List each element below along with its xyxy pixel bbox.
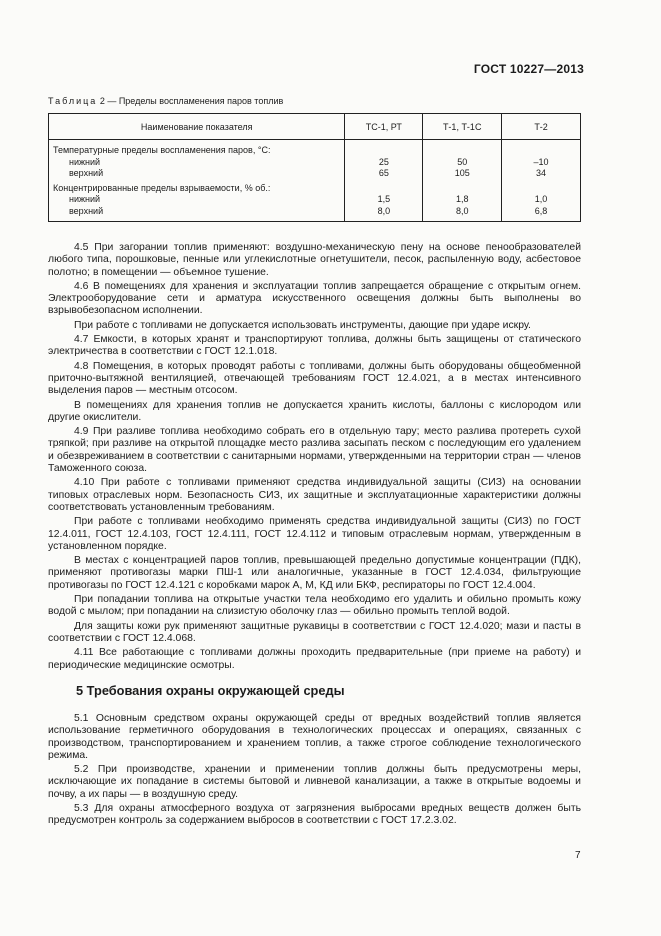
- table-cell: [345, 180, 423, 195]
- page-number: 7: [575, 850, 581, 861]
- paragraph: Для защиты кожи рук применяют защитные рукавицы в соответствии с ГОСТ 12.4.020; мази и пасты в соответствии с ГОСТ 12.4.068.: [48, 620, 581, 644]
- paragraph: В местах с концентрацией паров топлив, превышающей предельно допустимые концентрации (ПДК), применяют противогазы марки ПШ-1 или аналогичные, указанные в ГОСТ 12.4.034, фильтрующие противогазы по ГОСТ 12.4.121 с коробками марок А, М, КД или БКФ, респираторы по ГОСТ 12.4.004.: [48, 555, 581, 591]
- table-cell: [423, 180, 502, 195]
- section-5-text: [48, 713, 581, 830]
- paragraph: 5.3 Для охраны атмосферного воздуха от загрязнения выбросами вредных веществ должен быть предусмотрен контроль за содержанием выбросов в соответствии с ГОСТ 17.2.3.02.: [48, 803, 581, 827]
- paragraph: 5.1 Основным средством охраны окружающей среды от вредных воздействий топлив является использование герметичного оборудования в технологических процессах и операциях, связанных с производством, транспортированием и хранением топлив, а также строгое соблюдение технологического режима.: [48, 713, 581, 761]
- paragraph: При работе с топливами необходимо применять средства индивидуальной защиты (СИЗ) по ГОСТ 12.4.011, ГОСТ 12.4.103, ГОСТ 12.4.111, ГОСТ 12.4.112 и типовым отраслевым нормам, утвержденным в установленном порядке.: [48, 516, 581, 552]
- table-cell: 8,0: [345, 206, 423, 222]
- table-row: [49, 140, 581, 157]
- table-cell: [502, 140, 581, 157]
- table-header-cell: ТС-1, РТ: [345, 114, 423, 140]
- table-caption-text: 2 — Пределы воспламенения паров топлив: [99, 96, 284, 106]
- table-caption-word: Таблица: [48, 96, 98, 106]
- paragraph: 4.8 Помещения, в которых проводят работы с топливами, должны быть оборудованы общеобменной приточно-вытяжной вентиляцией, отвечающей требованиям ГОСТ 12.4.021, а в местах интенсивного выделения паров — местным отсосом.: [48, 360, 581, 397]
- table-cell: 105: [423, 168, 502, 180]
- paragraph: При работе с топливами не допускается использовать инструменты, дающие при ударе искру.: [74, 319, 531, 331]
- paragraph: 5.2 При производстве, хранении и применении топлив должны быть предусмотрены меры, исключающие их попадание в системы бытовой и ливневой канализации, а также в открытые водоемы и почву, а их пары — в воздушную среду.: [48, 764, 581, 800]
- table-row: [49, 206, 581, 222]
- table-row: [49, 180, 581, 195]
- indicator-name: Температурные пределы воспламенения паров, °С:: [49, 140, 345, 157]
- table-cell: 8,0: [423, 206, 502, 222]
- indicator-name: верхний: [49, 206, 345, 222]
- indicator-name: нижний: [49, 194, 345, 206]
- table-cell: [423, 140, 502, 157]
- table-cell: [345, 140, 423, 157]
- paragraph: 4.10 При работе с топливами применяют средства индивидуальной защиты (СИЗ) на основании типовых отраслевых норм. Безопасность СИЗ, их защитные и эксплуатационные характеристики должны соответствовать установленным требованиям.: [48, 477, 581, 513]
- indicator-name: верхний: [49, 168, 345, 180]
- indicator-name: нижний: [49, 157, 345, 169]
- table-cell: 1,0: [502, 194, 581, 206]
- paragraph: В помещениях для хранения топлив не допускается хранить кислоты, баллоны с кислородом или другие окислители.: [48, 399, 581, 423]
- table-cell: 34: [502, 168, 581, 180]
- section-heading: 5 Требования охраны окружающей среды: [76, 683, 345, 698]
- paragraph: 4.11 Все работающие с топливами должны проходить предварительные (при приеме на работу) и периодические медицинские осмотры.: [48, 647, 581, 671]
- table-cell: 6,8: [502, 206, 581, 222]
- table-row: [49, 168, 581, 180]
- table-header-cell: Т-1, Т-1С: [423, 114, 502, 140]
- indicator-name: Концентрированные пределы взрываемости, % об.:: [49, 180, 345, 195]
- table-cell: 1,8: [423, 194, 502, 206]
- table-cell: –10: [502, 157, 581, 169]
- paragraph: 4.5 При загорании топлив применяют: воздушно-механическую пену на основе пенообразователей любого типа, порошковые, пенные или углекислотные огнетушители, песок, распыленную воду, асбестовое полотно; в помещении — объемное тушение.: [48, 242, 581, 278]
- table-header-row: [49, 114, 581, 140]
- table-cell: 50: [423, 157, 502, 169]
- paragraph: 4.9 При разливе топлива необходимо собрать его в отдельную тару; место разлива протереть сухой тряпкой; при разливе на открытой площадке место разлива засыпать песком с последующим его удалением и обезвреживанием в соответствии с санитарными нормами, утвержденными на территории стран — членов Таможенного союза.: [48, 426, 581, 475]
- table-cell: 25: [345, 157, 423, 169]
- standard-number: ГОСТ 10227—2013: [473, 62, 584, 76]
- table-caption: [48, 96, 283, 106]
- table-cell: [502, 180, 581, 195]
- table-cell: 1,5: [345, 194, 423, 206]
- table-row: [49, 157, 581, 169]
- paragraph: 4.7 Емкости, в которых хранят и транспортируют топлива, должны быть защищены от статического электричества в соответствии с ГОСТ 12.1.018.: [48, 334, 581, 358]
- table-header-cell: Т-2: [502, 114, 581, 140]
- flammability-limits-table: [48, 113, 581, 222]
- paragraph: При попадании топлива на открытые участки тела необходимо его удалить и обильно промыть кожу водой с мылом; при попадании на слизистую оболочку глаз — обильно промыть теплой водой.: [48, 594, 581, 618]
- paragraph: 4.6 В помещениях для хранения и эксплуатации топлив запрещается обращение с открытым огнем. Электрооборудование сети и арматура искусственного освещения должны быть выполнены во взрывобезопасном исполнении.: [48, 280, 581, 317]
- section-4-text: [48, 242, 581, 674]
- table-row: [49, 194, 581, 206]
- table-header-cell: Наименование показателя: [49, 114, 345, 140]
- table-cell: 65: [345, 168, 423, 180]
